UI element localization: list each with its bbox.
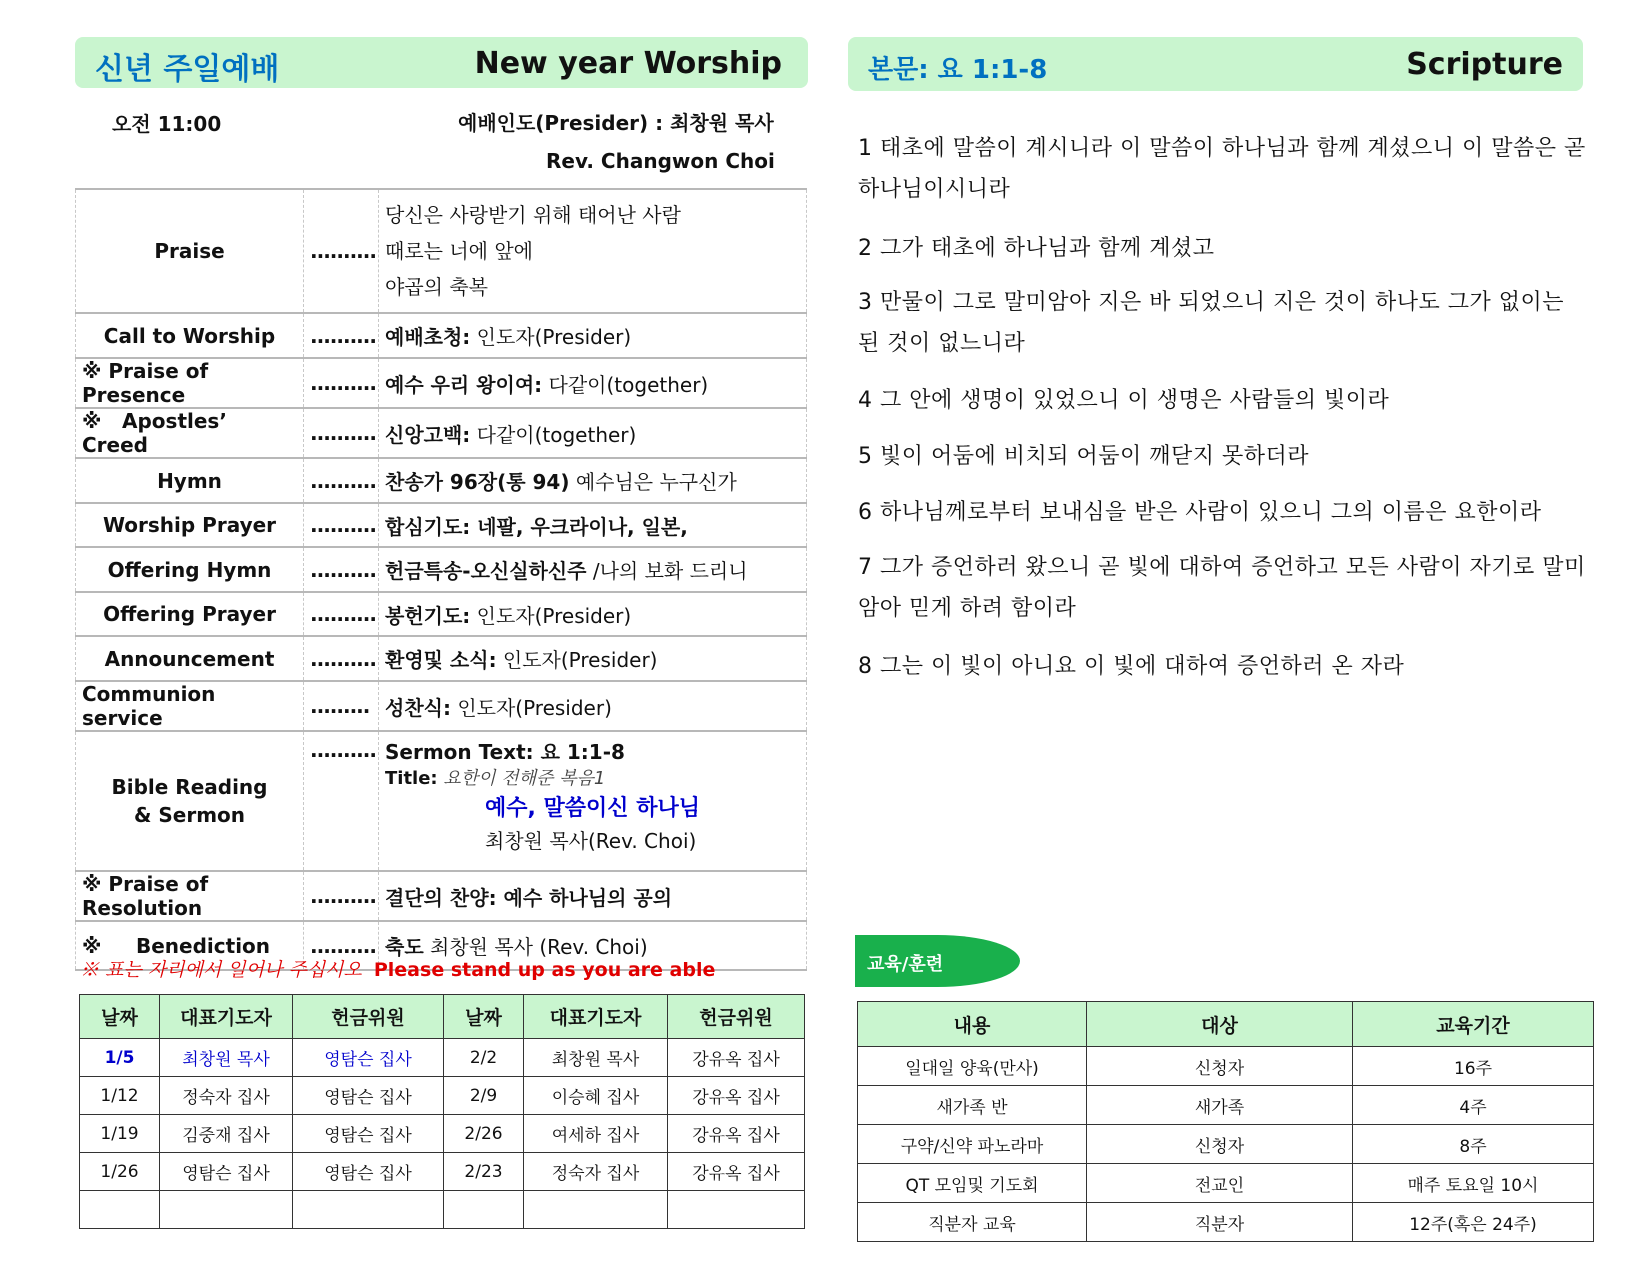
education-cell: 직분자 xyxy=(1087,1203,1353,1242)
education-row xyxy=(858,1203,1594,1242)
schedule-cell: 강유옥 집사 xyxy=(668,1077,805,1115)
order-detail-rest: 인도자(Presider) xyxy=(470,603,632,628)
education-cell: 구약/신약 파노라마 xyxy=(858,1125,1087,1164)
order-row xyxy=(76,636,807,681)
order-label: Offering Prayer xyxy=(76,592,304,636)
education-cell: 4주 xyxy=(1353,1086,1594,1125)
praise-songs xyxy=(379,189,807,313)
order-dots: .......... xyxy=(304,189,379,313)
order-row-praise xyxy=(76,189,807,313)
schedule-cell: 2/2 xyxy=(444,1039,524,1077)
scripture-title-kr: 본문: 요 1:1-8 xyxy=(868,55,1048,85)
stand-mark: ※ xyxy=(82,409,102,433)
schedule-cell: 영탐슨 집사 xyxy=(293,1153,444,1191)
schedule-row-empty xyxy=(80,1191,805,1229)
order-row xyxy=(76,871,807,921)
order-detail-bold: 환영및 소식: xyxy=(385,648,497,672)
schedule-cell: 영탐슨 집사 xyxy=(293,1039,444,1077)
schedule-row-current xyxy=(80,1039,805,1077)
scripture-title-en: Scripture xyxy=(1406,47,1563,82)
order-detail-rest: 최창원 목사 (Rev. Choi) xyxy=(423,935,648,959)
education-tag xyxy=(855,935,1020,987)
order-row xyxy=(76,503,807,547)
order-label: Benediction xyxy=(136,933,271,958)
order-detail xyxy=(379,871,807,921)
order-detail-bold: 성찬식: xyxy=(385,695,451,720)
order-detail xyxy=(379,408,807,458)
order-detail xyxy=(379,592,807,636)
order-detail-rest: 인도자(Presider) xyxy=(470,325,632,349)
stand-mark: ※ xyxy=(82,359,102,383)
order-dots: .......... xyxy=(304,592,379,636)
order-dots: .......... xyxy=(304,636,379,681)
preacher: 최창원 목사(Rev. Choi) xyxy=(485,829,697,853)
sermon-detail xyxy=(379,731,807,871)
schedule-cell: 강유옥 집사 xyxy=(668,1039,805,1077)
sermon-main-title: 예수, 말씀이신 하나님 xyxy=(485,796,700,821)
education-row xyxy=(858,1125,1594,1164)
order-detail xyxy=(379,358,807,408)
order-row xyxy=(76,681,807,731)
order-label: Announcement xyxy=(76,636,304,681)
schedule-cell xyxy=(668,1191,805,1229)
order-dots: .......... xyxy=(304,871,379,921)
verse-8: 8 그는 이 빛이 아니요 이 빛에 대하여 증언하러 온 자라 xyxy=(858,654,1405,679)
order-detail-bold: 봉헌기도: xyxy=(385,603,471,628)
schedule-header-row xyxy=(80,995,805,1039)
education-cell: 신청자 xyxy=(1087,1047,1353,1086)
schedule-cell: 1/5 xyxy=(80,1039,160,1077)
schedule-cell: 이승혜 집사 xyxy=(524,1077,668,1115)
service-time: 오전 11:00 xyxy=(112,112,222,136)
schedule-row xyxy=(80,1077,805,1115)
schedule-header: 헌금위원 xyxy=(293,995,444,1039)
schedule-cell: 여세하 집사 xyxy=(524,1115,668,1153)
education-table xyxy=(857,1001,1594,1242)
education-cell: 8주 xyxy=(1353,1125,1594,1164)
verse-1: 1 태초에 말씀이 계시니라 이 말씀이 하나님과 함께 계셨으니 이 말씀은 곧 하나님이시니라 xyxy=(858,136,1586,202)
education-cell: 12주(혹은 24주) xyxy=(1353,1203,1594,1242)
order-detail-bold: 신앙고백: xyxy=(385,422,471,447)
education-header-row xyxy=(858,1002,1594,1047)
prayer-offering-schedule xyxy=(79,994,805,1229)
order-detail xyxy=(379,636,807,681)
schedule-cell: 강유옥 집사 xyxy=(668,1115,805,1153)
education-tag-label: 교육/훈련 xyxy=(867,954,944,975)
order-label: Worship Prayer xyxy=(76,503,304,547)
education-header: 교육기간 xyxy=(1353,1002,1594,1047)
stand-mark: ※ xyxy=(82,933,102,958)
schedule-cell: 1/26 xyxy=(80,1153,160,1191)
order-detail-rest: 인도자(Presider) xyxy=(496,648,658,672)
order-label-cell xyxy=(76,871,304,921)
order-dots: .......... xyxy=(304,358,379,408)
order-detail-bold: 합심기도: 네팔, 우크라이나, 일본, xyxy=(385,514,688,539)
order-detail-rest: 다같이(together) xyxy=(470,422,637,447)
schedule-cell: 영탐슨 집사 xyxy=(293,1077,444,1115)
order-label: Praise of Presence xyxy=(82,359,209,407)
sermon-title-label: Title: xyxy=(385,768,438,789)
order-dots: .......... xyxy=(304,731,379,871)
order-label: Apostles’ Creed xyxy=(82,409,227,457)
order-detail xyxy=(379,458,807,503)
order-dots: .......... xyxy=(304,458,379,503)
schedule-cell: 2/23 xyxy=(444,1153,524,1191)
schedule-row xyxy=(80,1115,805,1153)
worship-title-kr: 신년 주일예배 xyxy=(95,52,280,87)
order-row xyxy=(76,592,807,636)
schedule-cell: 김중재 집사 xyxy=(160,1115,293,1153)
order-label: Hymn xyxy=(76,458,304,503)
order-dots: .......... xyxy=(304,547,379,592)
order-detail-bold: 결단의 찬양: 예수 하나님의 공의 xyxy=(385,885,673,910)
order-detail-rest: 예수님은 누구신가 xyxy=(569,470,737,494)
stand-note-en: Please stand up as you are able xyxy=(373,959,716,981)
order-label-cell xyxy=(76,358,304,408)
schedule-row xyxy=(80,1153,805,1191)
order-row xyxy=(76,547,807,592)
verse-3: 3 만물이 그로 말미암아 지은 바 되었으니 지은 것이 하나도 그가 없이는 된 것이 없느니라 xyxy=(858,290,1564,356)
schedule-cell xyxy=(160,1191,293,1229)
order-detail-bold: 헌금특송-오신실하신주 xyxy=(385,559,587,583)
schedule-cell: 영탐슨 집사 xyxy=(293,1115,444,1153)
education-cell: 새가족 반 xyxy=(858,1086,1087,1125)
order-detail-bold: 축도 xyxy=(385,935,424,959)
education-header: 대상 xyxy=(1087,1002,1353,1047)
order-row xyxy=(76,358,807,408)
order-detail-rest: 인도자(Presider) xyxy=(450,695,612,720)
order-dots: .......... xyxy=(304,313,379,358)
sermon-text: Sermon Text: 요 1:1-8 xyxy=(385,740,625,764)
schedule-cell: 영탐슨 집사 xyxy=(160,1153,293,1191)
schedule-cell: 강유옥 집사 xyxy=(668,1153,805,1191)
schedule-cell xyxy=(80,1191,160,1229)
schedule-cell: 최창원 목사 xyxy=(524,1039,668,1077)
education-cell: 매주 토요일 10시 xyxy=(1353,1164,1594,1203)
schedule-cell xyxy=(293,1191,444,1229)
order-detail-rest: 다같이(together) xyxy=(542,372,709,397)
education-cell: QT 모임및 기도회 xyxy=(858,1164,1087,1203)
schedule-cell: 정숙자 집사 xyxy=(160,1077,293,1115)
presider-kr: 예배인도(Presider) : 최창원 목사 xyxy=(458,111,774,135)
praise-song-2: 때로는 너에 앞에 xyxy=(385,239,533,263)
verse-5: 5 빛이 어둠에 비치되 어둠이 깨닫지 못하더라 xyxy=(858,444,1309,469)
order-label: Call to Worship xyxy=(76,313,304,358)
schedule-cell: 2/9 xyxy=(444,1077,524,1115)
schedule-cell: 2/26 xyxy=(444,1115,524,1153)
order-detail xyxy=(379,313,807,358)
stand-note xyxy=(80,955,715,982)
order-of-service xyxy=(75,188,807,971)
worship-title-en: New year Worship xyxy=(474,46,782,81)
order-label: Communion service xyxy=(76,681,304,731)
order-label: Praise of Resolution xyxy=(82,872,209,920)
schedule-cell: 정숙자 집사 xyxy=(524,1153,668,1191)
order-detail xyxy=(379,681,807,731)
order-detail xyxy=(379,503,807,547)
education-row xyxy=(858,1086,1594,1125)
sermon-label: Bible Reading & Sermon xyxy=(76,731,304,871)
schedule-cell xyxy=(444,1191,524,1229)
praise-song-1: 당신은 사랑받기 위해 태어난 사람 xyxy=(385,203,681,227)
education-cell: 일대일 양육(만사) xyxy=(858,1047,1087,1086)
order-row-sermon xyxy=(76,731,807,871)
verse-6: 6 하나님께로부터 보내심을 받은 사람이 있으니 그의 이름은 요한이라 xyxy=(858,500,1542,525)
sermon-title-line xyxy=(385,766,800,792)
schedule-header: 날짜 xyxy=(80,995,160,1039)
schedule-header: 헌금위원 xyxy=(668,995,805,1039)
order-detail-bold: 찬송가 96장(통 94) xyxy=(385,470,570,494)
education-cell: 16주 xyxy=(1353,1047,1594,1086)
education-row xyxy=(858,1047,1594,1086)
order-dots: ......... xyxy=(304,681,379,731)
education-cell: 신청자 xyxy=(1087,1125,1353,1164)
schedule-cell: 1/12 xyxy=(80,1077,160,1115)
order-label: Praise xyxy=(76,189,304,313)
order-label: Offering Hymn xyxy=(76,547,304,592)
order-row xyxy=(76,408,807,458)
education-row xyxy=(858,1164,1594,1203)
worship-header-bar xyxy=(75,37,808,88)
scripture-header-bar xyxy=(848,37,1583,91)
order-row xyxy=(76,313,807,358)
order-dots: .......... xyxy=(304,408,379,458)
schedule-cell: 1/19 xyxy=(80,1115,160,1153)
order-detail-rest: /나의 보화 드리니 xyxy=(586,559,748,583)
presider-en: Rev. Changwon Choi xyxy=(546,149,775,173)
education-cell: 새가족 xyxy=(1087,1086,1353,1125)
order-detail-bold: 예수 우리 왕이여: xyxy=(385,372,543,397)
order-detail xyxy=(379,547,807,592)
verse-7: 7 그가 증언하러 왔으니 곧 빛에 대하여 증언하고 모든 사람이 자기로 말미암아 믿게 하려 함이라 xyxy=(858,555,1586,621)
stand-note-kr: ※ 표는 자리에서 일어나 주십시오 xyxy=(80,959,362,981)
verse-4: 4 그 안에 생명이 있었으니 이 생명은 사람들의 빛이라 xyxy=(858,388,1390,413)
sermon-title-italic: 요한이 전해준 복음1 xyxy=(443,768,606,789)
order-row xyxy=(76,458,807,503)
education-cell: 전교인 xyxy=(1087,1164,1353,1203)
schedule-cell: 최창원 목사 xyxy=(160,1039,293,1077)
schedule-header: 날짜 xyxy=(444,995,524,1039)
order-dots: .......... xyxy=(304,503,379,547)
verse-2: 2 그가 태초에 하나님과 함께 계셨고 xyxy=(858,236,1215,261)
stand-mark: ※ xyxy=(82,872,102,896)
schedule-cell xyxy=(524,1191,668,1229)
education-header: 내용 xyxy=(858,1002,1087,1047)
praise-song-3: 야곱의 축복 xyxy=(385,275,488,299)
education-cell: 직분자 교육 xyxy=(858,1203,1087,1242)
order-dots: .......... xyxy=(304,921,379,970)
order-label-cell xyxy=(76,408,304,458)
schedule-header: 대표기도자 xyxy=(160,995,293,1039)
schedule-header: 대표기도자 xyxy=(524,995,668,1039)
order-detail-bold: 예배초청: xyxy=(385,325,471,349)
